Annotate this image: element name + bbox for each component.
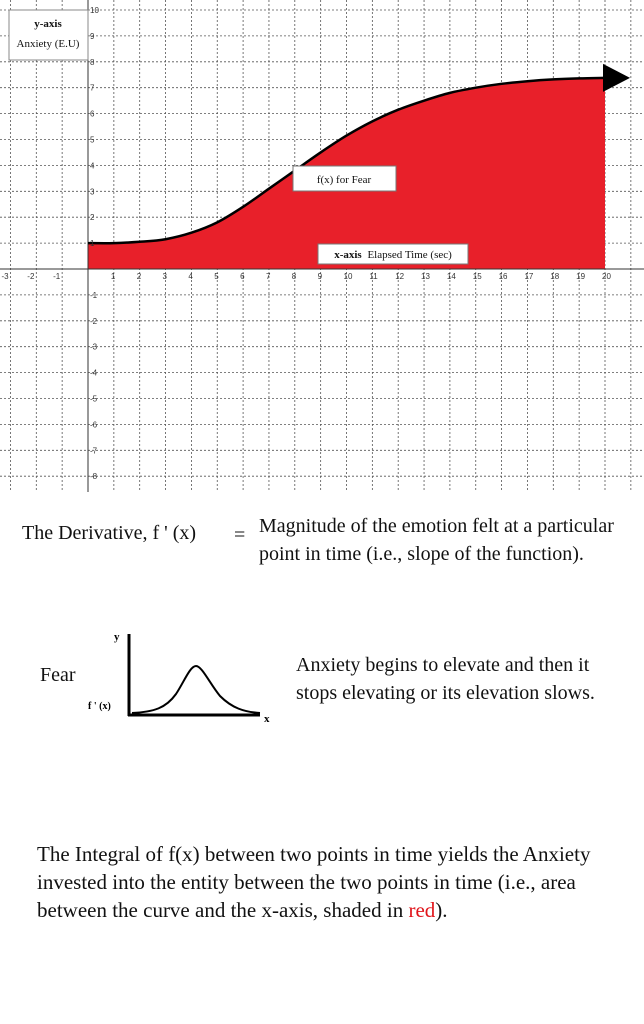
- integral-suffix: ).: [435, 898, 448, 922]
- x-tick-labels: [1, 272, 611, 281]
- x-axis-label-box: [318, 244, 468, 264]
- integral-explanation: [37, 840, 617, 924]
- x-axis-subtitle: Elapsed Time (sec): [367, 249, 452, 261]
- y-axis-label-box: [9, 10, 88, 60]
- y-tick-label: -3: [90, 342, 98, 352]
- curve-label: f(x) for Fear: [316, 174, 372, 186]
- x-tick-label: 5: [214, 272, 219, 281]
- x-tick-label: 10: [343, 272, 353, 281]
- derivative-label: The Derivative, f ' (x): [22, 522, 197, 544]
- y-tick-label: 9: [90, 31, 95, 41]
- y-tick-label: 4: [90, 161, 95, 171]
- x-tick-label: 20: [602, 272, 611, 281]
- x-tick-label: 12: [395, 272, 405, 281]
- y-tick-label: 2: [90, 213, 95, 223]
- mini-bell-curve: [132, 666, 260, 713]
- svg-text:x-axis Elapsed Time (sec: [334, 249, 452, 261]
- x-tick-label: 11: [369, 272, 378, 281]
- mini-x-label: x: [264, 713, 270, 725]
- y-tick-label: -4: [90, 368, 98, 378]
- y-tick-label: 3: [90, 187, 95, 197]
- y-tick-label: -6: [90, 420, 98, 430]
- x-tick-label: 15: [472, 272, 482, 281]
- x-tick-label: 18: [550, 272, 560, 281]
- x-tick-label: 4: [188, 272, 193, 281]
- x-tick-label: -2: [27, 272, 35, 281]
- y-tick-label: -7: [90, 446, 98, 456]
- fear-label: Fear: [40, 664, 76, 686]
- mini-curve-label: f ' (x): [88, 701, 111, 712]
- x-tick-label: 17: [524, 272, 534, 281]
- y-tick-label: 7: [90, 83, 95, 93]
- y-tick-label: 6: [90, 109, 95, 119]
- integral-highlight-red: red: [408, 898, 436, 922]
- x-tick-label: 6: [240, 272, 245, 281]
- curve-label-box: [293, 166, 396, 191]
- fear-area-chart: [0, 0, 644, 500]
- x-tick-label: -1: [53, 272, 61, 281]
- y-tick-label: -1: [90, 290, 98, 300]
- x-tick-label: 8: [291, 272, 297, 281]
- y-tick-label: -2: [90, 316, 98, 326]
- x-tick-label: 9: [317, 272, 323, 281]
- x-tick-label: 16: [498, 272, 508, 281]
- x-tick-label: -3: [1, 272, 9, 281]
- y-tick-label: 8: [90, 57, 95, 67]
- x-tick-label: 14: [446, 272, 456, 281]
- derivative-description: Magnitude of the emotion felt at a particular point in time (i.e., slope of the function).: [259, 515, 614, 565]
- x-axis-title: x-axis: [334, 249, 362, 261]
- x-tick-label: 3: [162, 272, 168, 281]
- x-tick-label: 7: [265, 272, 271, 281]
- y-tick-label: 10: [90, 6, 99, 15]
- equals-sign: =: [234, 524, 246, 546]
- mini-graph-description: Anxiety begins to elevate and then it stops elevating or its elevation slows.: [296, 654, 595, 704]
- derivative-mini-graph: [84, 628, 284, 728]
- y-tick-label: -5: [90, 394, 98, 404]
- x-tick-label: 19: [576, 272, 586, 281]
- x-tick-label: 2: [136, 272, 142, 281]
- y-axis-subtitle: Anxiety (E.U): [16, 38, 80, 50]
- y-tick-label: 5: [90, 135, 95, 145]
- integral-text: The Integral of f(x) between two points in time yields the Anxiety invested into the entity between the two points in time (i.e., area between the curve and the x-axis, shaded in: [37, 842, 591, 922]
- mini-y-label: y: [114, 631, 120, 643]
- y-axis-title: y-axis: [34, 18, 62, 30]
- x-tick-label: 1: [110, 272, 116, 281]
- y-tick-label: 1: [90, 239, 95, 249]
- x-tick-label: 13: [421, 272, 430, 281]
- y-tick-label: -8: [90, 472, 98, 482]
